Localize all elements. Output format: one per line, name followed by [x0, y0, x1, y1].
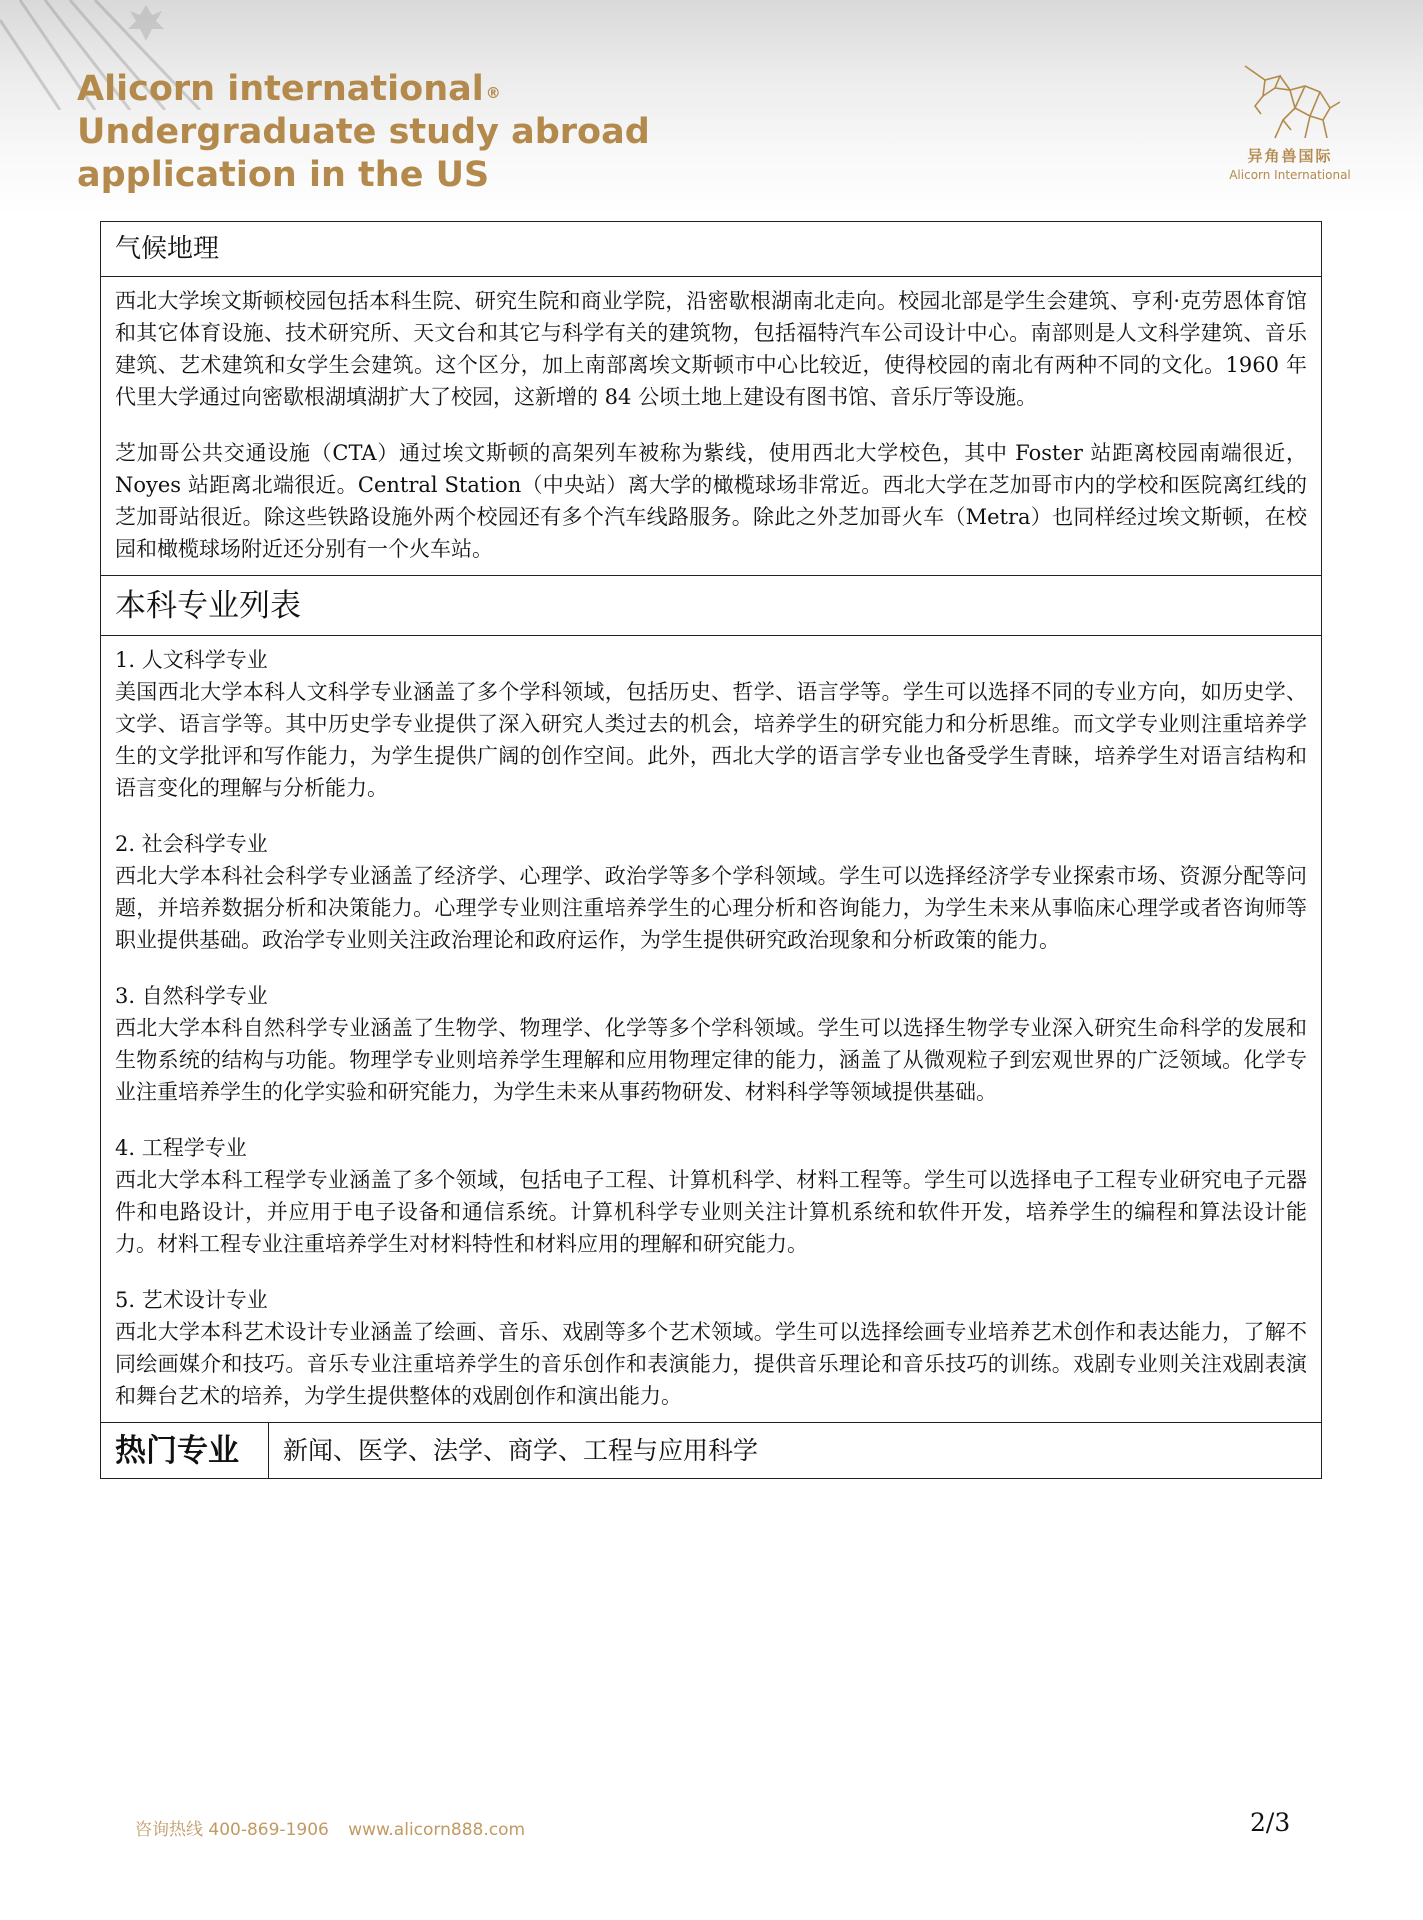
logo-chinese-name: 异角兽国际 [1247, 147, 1333, 165]
footer-hotline: 咨询热线 400-869-1906 [135, 1820, 329, 1840]
major-heading: 1. 人文科学专业 [115, 648, 268, 672]
major-description: 美国西北大学本科人文科学专业涵盖了多个学科领域，包括历史、哲学、语言学等。学生可以选择不同的专业方向，如历史学、文学、语言学等。其中历史学专业提供了深入研究人类过去的机会，培养学生的研究能力和分析思维。而文学专业则注重培养学生的文学批评和写作能力，为学生提供广阔的创作空间。此外，西北大学的语言学专业也备受学生青睐，培养学生对语言结构和语言变化的理解与分析能力。 [115, 680, 1307, 800]
majors-section-title: 本科专业列表 [101, 575, 1321, 635]
climate-paragraph-2: 芝加哥公共交通设施（CTA）通过埃文斯顿的高架列车被称为紫线，使用西北大学校色，其中 Foster 站距离校园南端很近，Noyes 站距离北端很近。Central Station（中央站）离大学的橄榄球场非常近。西北大学在芝加哥市内的学校和医院离红线的芝加哥站很近。除这些铁路设施外两个校园还有多个汽车线路服务。除此之外芝加哥火车（Metra）也同样经过埃文斯顿，在校园和橄榄球场附近还分别有一个火车站。 [115, 441, 1307, 561]
brand-line-2: Undergraduate study abroad [77, 112, 650, 152]
hot-majors-row [101, 1422, 1321, 1478]
climate-section-title: 气候地理 [115, 234, 220, 264]
major-description: 西北大学本科自然科学专业涵盖了生物学、物理学、化学等多个学科领域。学生可以选择生物学专业深入研究生命科学的发展和生物系统的结构与功能。物理学专业则培养学生理解和应用物理定律的能力，涵盖了从微观粒子到宏观世界的广泛领域。化学专业注重培养学生的化学实验和研究能力，为学生未来从事药物研发、材料科学等领域提供基础。 [115, 1016, 1307, 1104]
content-table [100, 221, 1322, 1479]
major-heading: 3. 自然科学专业 [115, 984, 268, 1008]
hot-majors-label: 热门专业 [101, 1423, 269, 1478]
footer-website[interactable]: www.alicorn888.com [348, 1820, 526, 1840]
unicorn-logo-icon [1235, 58, 1345, 143]
major-description: 西北大学本科社会科学专业涵盖了经济学、心理学、政治学等多个学科领域。学生可以选择经济学专业探索市场、资源分配等问题，并培养数据分析和决策能力。心理学专业则注重培养学生的心理分析和咨询能力，为学生未来从事临床心理学或者咨询师等职业提供基础。政治学专业则关注政治理论和政府运作，为学生提供研究政治现象和分析政策的能力。 [115, 864, 1307, 952]
brand-line-1: Alicorn international [77, 69, 484, 109]
major-item [115, 828, 1307, 956]
climate-paragraph-1: 西北大学埃文斯顿校园包括本科生院、研究生院和商业学院，沿密歇根湖南北走向。校园北部是学生会建筑、亨利·克劳恩体育馆和其它体育设施、技术研究所、天文台和其它与科学有关的建筑物，包括福特汽车公司设计中心。南部则是人文科学建筑、音乐建筑、艺术建筑和女学生会建筑。这个区分，加上南部离埃文斯顿市中心比较近，使得校园的南北有两种不同的文化。1960 年代里大学通过向密歇根湖填湖扩大了校园，这新增的 84 公顷土地上建设有图书馆、音乐厅等设施。 [115, 289, 1307, 409]
major-item [115, 1284, 1307, 1412]
major-item [115, 980, 1307, 1108]
page-number: 2/3 [1250, 1808, 1291, 1837]
logo-english-name: Alicorn International [1229, 168, 1351, 182]
major-item [115, 644, 1307, 804]
brand-title [77, 68, 650, 197]
major-description: 西北大学本科艺术设计专业涵盖了绘画、音乐、戏剧等多个艺术领域。学生可以选择绘画专业培养艺术创作和表达能力，了解不同绘画媒介和技巧。音乐专业注重培养学生的音乐创作和表演能力，提供音乐理论和音乐技巧的训练。戏剧专业则关注戏剧表演和舞台艺术的培养，为学生提供整体的戏剧创作和演出能力。 [115, 1320, 1307, 1408]
climate-section-body [101, 276, 1321, 575]
major-heading: 4. 工程学专业 [115, 1136, 247, 1160]
major-description: 西北大学本科工程学专业涵盖了多个领域，包括电子工程、计算机科学、材料工程等。学生可以选择电子工程专业研究电子元器件和电路设计，并应用于电子设备和通信系统。计算机科学专业则关注计算机系统和软件开发，培养学生的编程和算法设计能力。材料工程专业注重培养学生对材料特性和材料应用的理解和研究能力。 [115, 1168, 1307, 1256]
hot-majors-value: 新闻、医学、法学、商学、工程与应用科学 [283, 1436, 759, 1465]
company-logo [1215, 58, 1365, 203]
major-item [115, 1132, 1307, 1260]
brand-line-3: application in the US [77, 155, 490, 195]
registered-mark: ® [485, 84, 501, 102]
major-heading: 5. 艺术设计专业 [115, 1288, 268, 1312]
footer-contact [135, 1815, 539, 1840]
majors-section-body [101, 635, 1321, 1422]
major-heading: 2. 社会科学专业 [115, 832, 268, 856]
